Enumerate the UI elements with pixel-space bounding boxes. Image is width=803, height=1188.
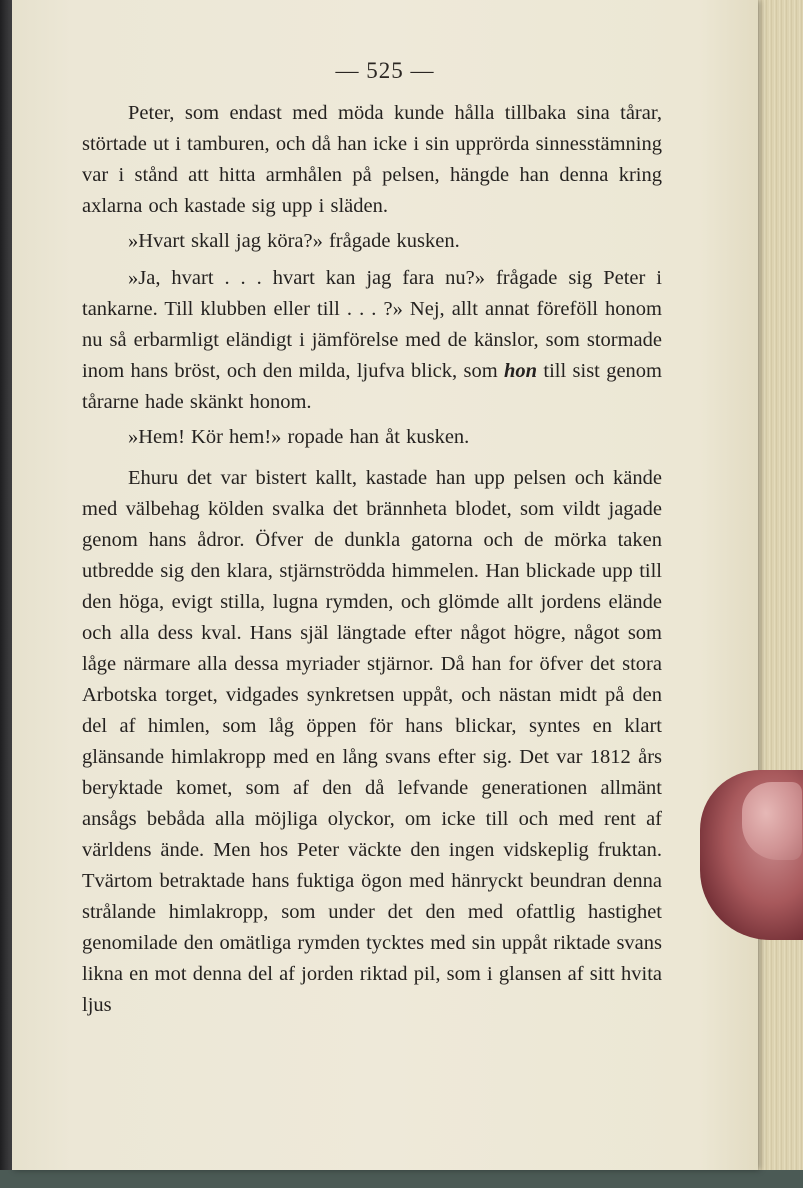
paragraph-text: till sist genom tårarne hade skänkt honom. — [82, 360, 663, 413]
paragraph: »Hem! Kör hem!» ropade han åt kusken. — [128, 426, 470, 448]
page-text — [82, 98, 662, 1025]
page-number: — 525 — — [335, 58, 435, 83]
paragraph — [82, 263, 662, 418]
paragraph: Peter, som endast med möda kunde hålla tillbaka sina tårar, störtade ut i tamburen, och då han icke i sin upprörda sinnesstämning var i stånd att hitta armhålen på pelsen, hängde han denna kring axlarna och kastade sig upp i släden. — [82, 102, 662, 217]
paragraph: Ehuru det var bistert kallt, kastade han upp pelsen och kände med välbehag kölden svalka det brännheta blodet, som vildt jagade genom hans ådror. Öfver de dunkla gatorna och de mörka taken utbredde sig den klara, stjärnströdda himmelen. Han blickade upp till den höga, evigt stilla, lugna rymden, och glömde allt jordens elände och alla dess kval. Hans själ längtade efter något högre, något som låge närmare alla dessa myriader stjärnor. Då han for öfver det stora Arbotska torget, vidgades synkretsen uppåt, och nästan midt på den del af himlen, som låg öppen för hans blickar, syntes en klart glänsande himlakropp med en lång svans efter sig. Det var 1812 års beryktade komet, som af den då lefvande generationen allmänt ansågs bebåda alla möjliga olyckor, om icke till och med rent af världens ände. Men hos Peter väckte den ingen vidskeplig fruktan. Tvärtom betraktade hans fuktiga ögon med hänryckt beundran denna strålande himlakropp, som under det den med ofattlig hastighet genomilade den omätliga rymden tycktes med sin uppåt riktade svans likna en mot denna del af jorden riktad pil, som i glansen af sitt hvita ljus — [82, 467, 663, 1016]
paragraph: »Hvart skall jag köra?» frågade kusken. — [128, 230, 460, 252]
book-cover-edge — [0, 1170, 803, 1188]
emphasis-word: hon — [504, 360, 538, 382]
paragraph-text: »Ja, hvart . . . hvart kan jag fara nu?» frågade sig Peter i tankarne. Till klubben eller till . . . ?» Nej, allt annat föreföll honom nu så erbarmligt eländigt i jämförelse med de känslor, som stormade inom hans bröst, och den milda, ljufva blick, som — [82, 267, 662, 382]
book-page — [12, 0, 758, 1170]
thumbnail-nail — [742, 782, 802, 860]
